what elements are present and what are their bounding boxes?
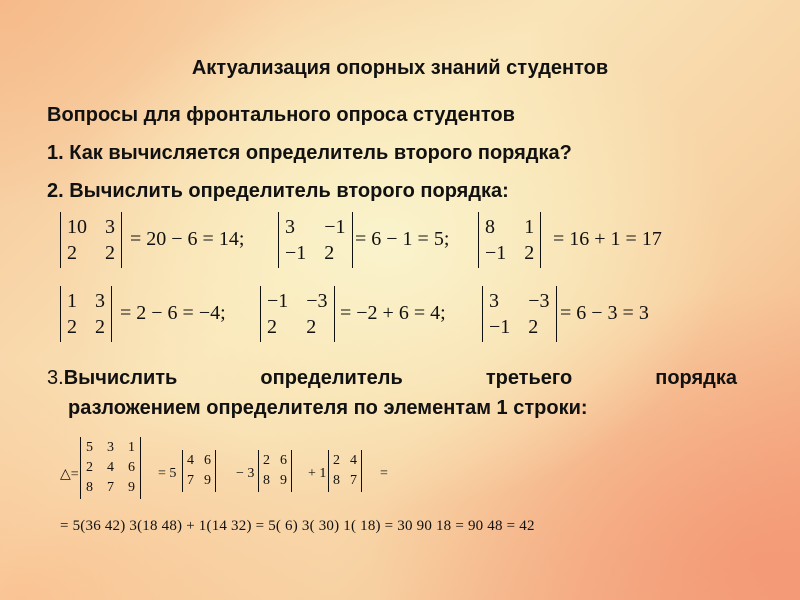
determinant-3x3 [80,437,141,499]
determinant-cell: 2 [267,316,277,338]
question-3-word: порядка [655,367,737,389]
matrix-cell: 4 [107,460,114,475]
determinant-cell: 3 [489,290,499,312]
matrix-cell: 9 [280,473,287,488]
determinant-4 [60,286,112,342]
minor-1 [182,450,216,492]
matrix-cell: 6 [204,453,211,468]
question-3-line-1 [47,367,737,390]
matrix-cell: 2 [333,453,340,468]
determinant-cell: 1 [524,216,535,238]
determinant-cell: 2 [306,316,317,338]
coefficient-3: + 1 [308,466,327,481]
determinant-4-expression: = 2 − 6 = −4; [120,302,226,324]
determinant-cell: 2 [95,316,105,338]
determinant-cell: −1 [324,216,346,238]
matrix-cell: 4 [187,453,194,468]
determinant-cell: 2 [67,316,77,338]
expansion-equals: = [380,466,388,481]
matrix-cell: 1 [128,440,135,455]
coefficient-2: − 3 [236,466,255,481]
matrix-cell: 5 [86,440,93,455]
matrix-cell: 8 [263,473,270,488]
determinant-cell: 2 [324,242,335,264]
coefficient-1: = 5 [158,466,177,481]
matrix-cell: 9 [204,473,211,488]
question-3-line-2: разложением определителя по элементам 1 строки: [68,397,588,419]
determinant-cell: 2 [524,242,535,264]
minor-2 [258,450,292,492]
question-3-number: 3. [47,367,64,389]
matrix-cell: 2 [263,453,270,468]
determinant-cell: 1 [67,290,77,312]
determinant-cell: 2 [528,316,539,338]
determinant-cell: 2 [67,242,77,264]
determinant-6-expression: = 6 − 3 = 3 [560,302,649,324]
matrix-cell: 7 [187,473,194,488]
determinant-cell: 3 [285,216,295,238]
determinant-cell: 8 [485,216,495,238]
page-title: Актуализация опорных знаний студентов [191,57,609,79]
determinant-1 [60,212,122,268]
determinant-cell: −1 [485,242,507,264]
determinant-cell: −1 [489,316,511,338]
determinant-2 [278,212,353,268]
matrix-cell: 8 [86,480,93,495]
determinant-cell: 3 [105,216,115,238]
determinant-cell: 10 [67,216,87,238]
determinant-cell: −3 [306,290,328,312]
determinant-cell: −1 [267,290,289,312]
determinant-5 [260,286,335,342]
matrix-cell: 2 [86,460,93,475]
matrix-cell: 3 [107,440,114,455]
questions-heading: Вопросы для фронтального опроса студентов [47,104,515,126]
determinant-cell: 2 [105,242,115,264]
matrix-cell: 7 [107,480,114,495]
determinant-cell: 3 [95,290,105,312]
expansion-result-line: = 5(36 42) 3(18 48) + 1(14 32) = 5( 6) 3( 30) 1( 18) = 30 90 18 = 90 48 = 42 [60,518,535,534]
determinant-3-expression: = 16 + 1 = 17 [553,228,662,250]
question-3-word: третьего [485,367,573,389]
determinant-cell: −1 [285,242,307,264]
matrix-cell: 6 [280,453,287,468]
matrix-cell: 9 [128,480,135,495]
matrix-cell: 8 [333,473,340,488]
determinant-6 [482,286,557,342]
determinant-2-expression: = 6 − 1 = 5; [355,228,450,250]
question-3-word: определитель [260,367,403,389]
determinant-3 [478,212,541,268]
determinant-cell: −3 [528,290,550,312]
minor-3 [328,450,362,492]
question-2: 2. Вычислить определитель второго порядка: [47,180,509,202]
determinant-1-expression: = 20 − 6 = 14; [130,228,245,250]
matrix-cell: 7 [350,473,357,488]
determinant-5-expression: = −2 + 6 = 4; [340,302,446,324]
matrix-cell: 4 [350,453,357,468]
question-1: 1. Как вычисляется определитель второго порядка? [47,142,572,164]
question-3-word: Вычислить [63,367,178,389]
delta-symbol: △= [60,467,79,482]
matrix-cell: 6 [128,460,135,475]
